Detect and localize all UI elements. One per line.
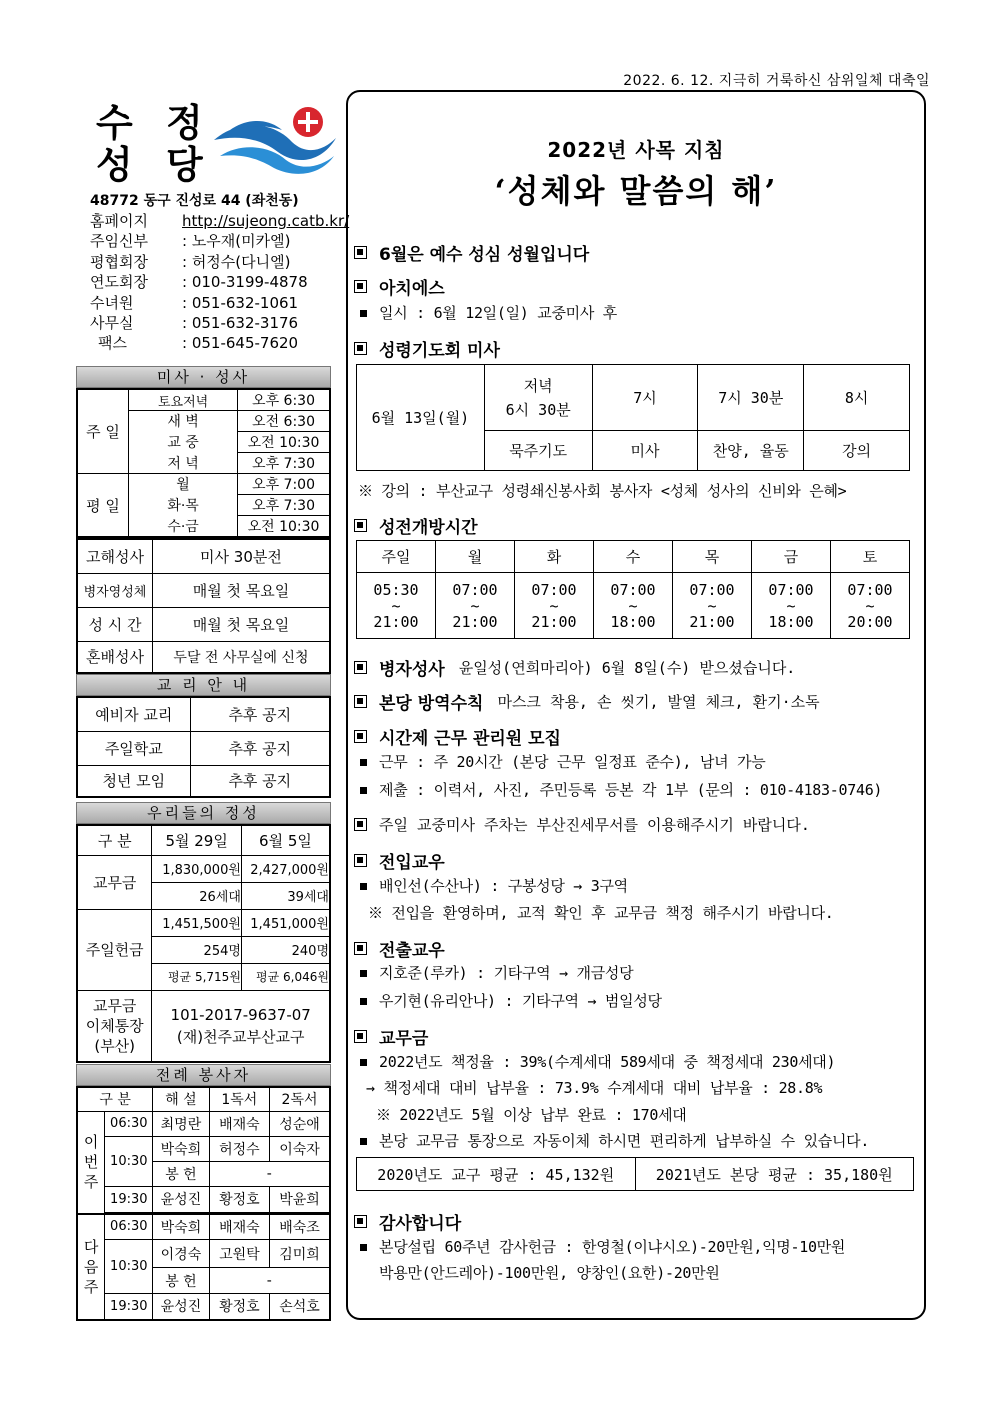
item-text: 지호준(루카) : 기타구역 → 개금성당 xyxy=(379,964,634,982)
mass-time: 오전 10:30 xyxy=(238,516,330,538)
server-name: 손석호 xyxy=(270,1294,330,1320)
square-bullet-icon xyxy=(354,519,367,532)
sacrament-table xyxy=(76,538,331,674)
server-time: 06:30 xyxy=(105,1214,153,1240)
mass-time: 오후 6:30 xyxy=(238,389,330,411)
doctrine-table xyxy=(76,696,331,798)
doctrine-name: 청년 모임 xyxy=(77,765,190,797)
offering-value: 1,451,000원 xyxy=(241,909,330,936)
juil-label: 주일헌금 xyxy=(77,909,152,990)
doctrine-info: 추후 공지 xyxy=(190,697,330,731)
doctrine-info: 추후 공지 xyxy=(190,731,330,765)
server-name: 황정호 xyxy=(209,1186,269,1212)
open-day: 수 xyxy=(594,541,673,573)
offering-table xyxy=(76,824,331,1063)
mass-name: 월 xyxy=(129,474,238,495)
info-key: 평협회장 xyxy=(90,252,148,271)
servers-header: 구 분 xyxy=(77,1087,153,1111)
offering-value: 39세대 xyxy=(241,882,330,909)
heading-text: 본당 방역수칙 xyxy=(379,694,484,714)
offering-value: 240명 xyxy=(241,936,330,963)
mass-time: 오전 10:30 xyxy=(238,432,330,453)
next-week-label: 다 음 주 xyxy=(77,1214,105,1320)
item-text: 일시 : 6월 12일(일) 교중미사 후 xyxy=(379,304,617,322)
bullet-icon xyxy=(360,787,367,794)
spirit-time: 7시 xyxy=(592,365,698,431)
open-day: 토 xyxy=(831,541,910,573)
item-text: 배인선(수산나) : 구봉성당 → 3구역 xyxy=(379,877,628,895)
square-bullet-icon xyxy=(354,342,367,355)
servers-header: 해 설 xyxy=(153,1087,209,1111)
achies-date xyxy=(360,302,617,323)
sunday-label: 주 일 xyxy=(77,389,129,474)
offer-value: - xyxy=(209,1268,330,1294)
mass-time: 오후 7:30 xyxy=(238,495,330,516)
info-key: 팩스 xyxy=(98,334,127,353)
offering-value: 254명 xyxy=(152,936,242,963)
square-bullet-icon xyxy=(354,280,367,293)
server-name: 성순애 xyxy=(270,1111,330,1136)
info-value: : 051-632-1061 xyxy=(182,293,299,312)
info-value: : 051-632-3176 xyxy=(182,314,299,333)
dues-average: 2021년도 본당 평균 : 35,180원 xyxy=(635,1158,914,1191)
server-time: 10:30 xyxy=(105,1240,153,1294)
sacrament-info: 매월 첫 목요일 xyxy=(152,573,330,607)
servers-section-title: 전례 봉사자 xyxy=(76,1064,331,1086)
info-value: : 010-3199-4878 xyxy=(182,273,308,292)
item-text: 본당설립 60주년 감사헌금 : 한영철(이냐시오)-20만원,익명-10만원 xyxy=(379,1238,846,1256)
open-hours-table xyxy=(356,540,910,639)
heading-text: 병자성사 xyxy=(379,660,445,680)
sacrament-info: 미사 30분전 xyxy=(152,539,330,573)
open-time: 07:00 ~ 21:00 xyxy=(515,573,594,639)
heading-text: 교무금 xyxy=(379,1029,429,1049)
square-bullet-icon xyxy=(354,1215,367,1228)
thanks-item-1 xyxy=(360,1236,845,1257)
square-bullet-icon xyxy=(354,246,367,259)
heading-thanks xyxy=(354,1209,461,1234)
bullet-icon xyxy=(360,1244,367,1251)
transfer-in-note: ※ 전입을 환영하며, 교적 확인 후 교무금 책정 해주시기 바랍니다. xyxy=(368,904,834,922)
dues-item-2: → 책정세대 대비 납부율 : 73.9% 수계세대 대비 납부율 : 28.8% xyxy=(366,1079,823,1097)
parish-name-line1: 수 정 xyxy=(96,100,213,145)
open-day: 화 xyxy=(515,541,594,573)
heading-sacred-heart xyxy=(354,240,589,265)
heading-text: 아치에스 xyxy=(379,279,445,299)
this-week-label: 이 번 주 xyxy=(77,1111,105,1214)
thanks-item-2: 박용만(안드레아)-100만원, 양창인(요한)-20만원 xyxy=(379,1264,720,1282)
open-time: 07:00 ~ 18:00 xyxy=(752,573,831,639)
item-text: 주일 교중미사 주차는 부산진세무서를 이용해주시기 바랍니다. xyxy=(379,816,810,834)
item-text: 근무 : 주 20시간 (본당 근무 일정표 준수), 남녀 가능 xyxy=(379,753,766,771)
offer-value: - xyxy=(209,1161,330,1186)
offering-value: 2,427,000원 xyxy=(241,855,330,882)
offering-value: 1,451,500원 xyxy=(152,909,242,936)
info-row-fax xyxy=(90,333,350,353)
mass-time: 오전 6:30 xyxy=(238,411,330,432)
heading-quarantine xyxy=(354,689,820,714)
spirit-item: 찬양, 율동 xyxy=(698,431,804,471)
server-name: 배숙조 xyxy=(270,1214,330,1240)
homepage-link[interactable]: http://sujeong.catb.kr/ xyxy=(182,212,350,230)
dues-average-table xyxy=(356,1157,914,1191)
spirit-note: ※ 강의 : 부산교구 성령쇄신봉사회 봉사자 <성체 성사의 신비와 은혜> xyxy=(358,482,847,500)
sacrament-name: 혼배성사 xyxy=(77,641,152,673)
transfer-out-item-1 xyxy=(360,962,633,983)
heading-text: 시간제 근무 관리원 모집 xyxy=(379,729,561,749)
doctrine-section-title: 교 리 안 내 xyxy=(76,674,331,696)
server-name: 박윤희 xyxy=(270,1186,330,1212)
offering-value: 1,830,000원 xyxy=(152,855,242,882)
heading-recruit xyxy=(354,724,561,749)
bullet-icon xyxy=(360,310,367,317)
dues-item-1 xyxy=(360,1051,835,1072)
server-name: 윤성진 xyxy=(153,1294,209,1320)
sick-text: 윤일성(연희마리아) 6월 8일(수) 받으셨습니다. xyxy=(458,659,796,677)
info-row-council xyxy=(90,252,350,272)
theme-title: ‘성체와 말씀의 해’ xyxy=(494,172,778,210)
heading-text: 감사합니다 xyxy=(379,1214,462,1234)
info-key: 주임신부 xyxy=(90,232,148,251)
server-time: 19:30 xyxy=(105,1186,153,1212)
heading-transfer-in xyxy=(354,848,445,873)
bullet-icon xyxy=(360,883,367,890)
heading-text: 성령기도회 미사 xyxy=(379,341,500,361)
sacrament-info: 매월 첫 목요일 xyxy=(152,607,330,641)
spirit-item: 묵주기도 xyxy=(484,431,592,471)
square-bullet-icon xyxy=(354,695,367,708)
square-bullet-icon xyxy=(354,854,367,867)
item-text: 우기현(유리안나) : 기타구역 → 범일성당 xyxy=(379,992,662,1010)
spirit-date: 6월 13일(월) xyxy=(357,365,485,471)
quarantine-text: 마스크 착용, 손 씻기, 발열 체크, 환기·소독 xyxy=(497,693,820,711)
open-day: 주일 xyxy=(357,541,436,573)
info-value: : 051-645-7620 xyxy=(182,334,299,353)
open-time: 07:00 ~ 21:00 xyxy=(673,573,752,639)
mass-name: 교 중 xyxy=(129,432,238,453)
offering-header: 구 분 xyxy=(77,825,152,855)
square-bullet-icon xyxy=(354,942,367,955)
recruit-item-1 xyxy=(360,751,765,772)
offering-header: 6월 5일 xyxy=(241,825,330,855)
account-label: 교무금 이체통장 (부산) xyxy=(77,990,152,1062)
mass-schedule-table xyxy=(76,388,331,538)
info-row-convent xyxy=(90,293,350,313)
server-name: 황정호 xyxy=(209,1294,269,1320)
recruit-item-2 xyxy=(360,779,882,800)
heading-dues xyxy=(354,1024,428,1049)
bullet-icon xyxy=(360,970,367,977)
open-day: 목 xyxy=(673,541,752,573)
parking-notice xyxy=(354,814,810,835)
bullet-icon xyxy=(360,1059,367,1066)
account-name: (재)천주교부산교구 xyxy=(176,1027,305,1046)
square-bullet-icon xyxy=(354,730,367,743)
heading-achies xyxy=(354,274,445,299)
servers-header: 1독서 xyxy=(209,1087,269,1111)
heading-text: 성전개방시간 xyxy=(379,518,478,538)
server-time: 06:30 xyxy=(105,1111,153,1136)
bullet-icon xyxy=(360,1138,367,1145)
bullet-icon xyxy=(360,998,367,1005)
info-value: : 허정수(다니엘) xyxy=(182,252,291,271)
mass-time: 오후 7:30 xyxy=(238,453,330,474)
servers-header: 2독서 xyxy=(270,1087,330,1111)
mass-name: 저 녁 xyxy=(129,453,238,474)
info-key: 사무실 xyxy=(90,314,134,333)
open-day: 월 xyxy=(436,541,515,573)
spirit-mass-table xyxy=(356,364,910,471)
spirit-time: 7시 30분 xyxy=(698,365,804,431)
info-key: 수녀원 xyxy=(90,293,134,312)
server-name: 이숙자 xyxy=(270,1136,330,1161)
square-bullet-icon xyxy=(354,661,367,674)
info-row-yeondo xyxy=(90,272,350,292)
offering-value: 26세대 xyxy=(152,882,242,909)
server-name: 고원탁 xyxy=(209,1240,269,1268)
info-key: 연도회장 xyxy=(90,273,148,292)
gyomugeum-label: 교무금 xyxy=(77,855,152,909)
square-bullet-icon xyxy=(354,1030,367,1043)
offer-label: 봉 헌 xyxy=(153,1161,209,1186)
open-time: 07:00 ~ 18:00 xyxy=(594,573,673,639)
server-time: 10:30 xyxy=(105,1136,153,1186)
transfer-in-item xyxy=(360,875,628,896)
account-number: 101-2017-9637-07 xyxy=(170,1005,311,1024)
issue-date: 2022. 6. 12. 지극히 거룩하신 삼위일체 대축일 xyxy=(623,73,930,89)
info-key: 홈페이지 xyxy=(90,212,148,230)
server-name: 박숙희 xyxy=(153,1136,209,1161)
heading-text: 6월은 예수 성심 성월입니다 xyxy=(379,245,590,265)
parish-info-list xyxy=(90,211,350,354)
mass-name: 새 벽 xyxy=(129,411,238,432)
mass-name: 토요저녁 xyxy=(129,389,238,411)
item-text: 본당 교무금 통장으로 자동이체 하시면 편리하게 납부하실 수 있습니다. xyxy=(379,1132,870,1150)
spirit-item: 미사 xyxy=(592,431,698,471)
heading-transfer-out xyxy=(354,936,445,961)
sacrament-info: 두달 전 사무실에 신청 xyxy=(152,641,330,673)
server-name: 윤성진 xyxy=(153,1186,209,1212)
mass-section-title: 미사 · 성사 xyxy=(76,366,331,388)
open-time: 07:00 ~ 20:00 xyxy=(831,573,910,639)
open-time: 07:00 ~ 21:00 xyxy=(436,573,515,639)
spirit-item: 강의 xyxy=(804,431,910,471)
account-info xyxy=(152,990,330,1062)
info-row-office xyxy=(90,313,350,333)
bullet-icon xyxy=(360,759,367,766)
heading-sick xyxy=(354,655,795,680)
parish-logo-icon xyxy=(212,100,340,176)
info-row-pastor xyxy=(90,231,350,251)
mass-time: 오후 7:00 xyxy=(238,474,330,495)
heading-text: 전입교우 xyxy=(379,853,445,873)
item-text: 제출 : 이력서, 사진, 주민등록 등본 각 1부 (문의 : 010-4183-0746) xyxy=(379,781,883,799)
spirit-time: 8시 xyxy=(804,365,910,431)
server-time: 19:30 xyxy=(105,1294,153,1320)
mass-name: 화·목 xyxy=(129,495,238,516)
server-name: 배재숙 xyxy=(209,1214,269,1240)
sacrament-name: 성 시 간 xyxy=(77,607,152,641)
servers-table xyxy=(76,1086,331,1321)
open-day: 금 xyxy=(752,541,831,573)
doctrine-info: 추후 공지 xyxy=(190,765,330,797)
server-name: 박숙희 xyxy=(153,1214,209,1240)
square-bullet-icon xyxy=(354,818,367,831)
item-text: 2022년도 책정율 : 39%(수계세대 589세대 중 책정세대 230세대) xyxy=(379,1053,836,1071)
open-time: 05:30 ~ 21:00 xyxy=(357,573,436,639)
dues-item-4 xyxy=(360,1130,869,1151)
offering-header: 5월 29일 xyxy=(152,825,242,855)
heading-spirit xyxy=(354,336,500,361)
weekday-label: 평 일 xyxy=(77,474,129,538)
sacrament-name: 고해성사 xyxy=(77,539,152,573)
info-row-homepage xyxy=(90,211,350,231)
parish-name-line2: 성 당 xyxy=(96,142,213,187)
info-value: : 노우재(미카엘) xyxy=(182,232,291,251)
server-name: 김미희 xyxy=(270,1240,330,1268)
theme-subtitle: 2022년 사목 지침 xyxy=(547,138,725,162)
offer-label: 봉 헌 xyxy=(153,1268,209,1294)
mass-name: 수·금 xyxy=(129,516,238,538)
spirit-time: 저녁 6시 30분 xyxy=(484,365,592,431)
server-name: 최명란 xyxy=(153,1111,209,1136)
offering-value: 평균 5,715원 xyxy=(152,963,242,990)
heading-open-hours xyxy=(354,513,478,538)
server-name: 배재숙 xyxy=(209,1111,269,1136)
offering-section-title: 우리들의 정성 xyxy=(76,802,331,824)
parish-address: 48772 동구 진성로 44 (좌천동) xyxy=(90,193,299,209)
dues-item-3: ※ 2022년도 5월 이상 납부 완료 : 170세대 xyxy=(376,1106,687,1124)
server-name: 이경숙 xyxy=(153,1240,209,1268)
heading-text: 전출교우 xyxy=(379,941,445,961)
dues-average: 2020년도 교구 평균 : 45,132원 xyxy=(357,1158,636,1191)
offering-value: 평균 6,046원 xyxy=(241,963,330,990)
transfer-out-item-2 xyxy=(360,990,662,1011)
server-name: 허정수 xyxy=(209,1136,269,1161)
doctrine-name: 예비자 교리 xyxy=(77,697,190,731)
sacrament-name: 병자영성체 xyxy=(77,573,152,607)
doctrine-name: 주일학교 xyxy=(77,731,190,765)
